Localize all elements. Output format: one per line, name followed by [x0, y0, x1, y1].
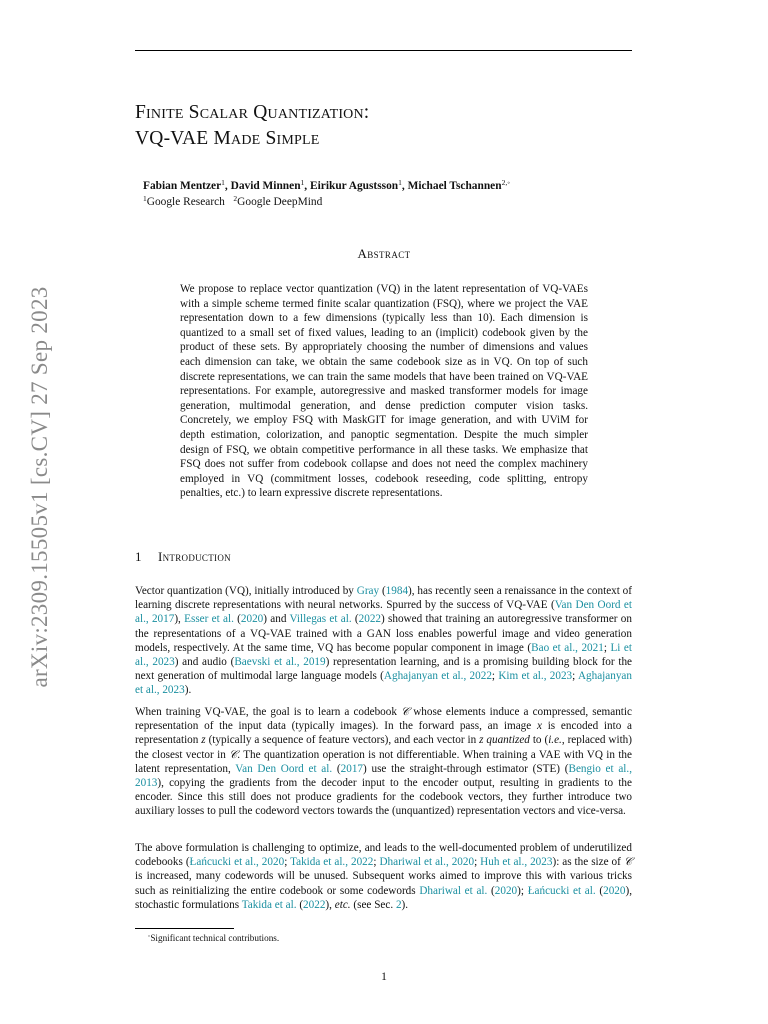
citation-link[interactable]: Dhariwal et al., 2020 [379, 856, 475, 869]
math-symbol: 𝒞 [229, 748, 238, 761]
author-name: Fabian Mentzer [143, 180, 222, 192]
citation-link[interactable]: 2020 [603, 884, 626, 897]
section-reference-link[interactable]: 2 [395, 898, 402, 911]
paper-title-line-2: VQ-VAE Made Simple [135, 128, 320, 149]
arxiv-identifier-text: arXiv:2309.15505v1 [cs.CV] 27 Sep 2023 [27, 286, 52, 688]
text-run: ; [373, 856, 380, 869]
citation-link[interactable]: 2017 [340, 762, 364, 775]
section-number: 1 [135, 549, 142, 564]
text-run: is increased, many codewords will be unused. Subsequent works aimed to improve this with various tricks such as reinitializing the entire codebook or some codewords [135, 870, 632, 897]
citation-link[interactable]: 2022 [303, 898, 326, 911]
math-symbol: 𝒞 [623, 856, 632, 869]
math-symbol: 𝒞 [401, 706, 410, 718]
citation-link[interactable]: Baevski et al., 2019 [234, 656, 326, 669]
section-title: Introduction [158, 549, 231, 564]
abstract-body: We propose to replace vector quantization (VQ) in the latent representation of VQ-VAEs with a simple scheme termed finite scalar quantization (FSQ), where we project the VAE representation down to a few dimensions (typically less than 10). Each dimension is quantized to a small set of fixed values, leading to an (implicit) codebook given by the product of these sets. By appropriately choosing the number of dimensions and values each dimension can take, we obtain the same codebook size as in VQ. On top of such discrete representations, we can train the same models that have been trained on VQ-VAE representations. For example, autoregressive and masked transformer models for image generation, multimodal generation, and dense prediction computer vision tasks. Concretely, we employ FSQ with MaskGIT for image generation, and with UViM for depth estimation, colorization, and panoptic segmentation. Despite the much simpler design of FSQ, we obtain competitive performance in all these tasks. We emphasize that FSQ does not suffer from codebook collapse and does not need the complex machinery employed in VQ (commitment losses, codebook reseeding, code splitting, entropy penalties, etc.) to learn expressive discrete representations. [180, 283, 588, 500]
citation-link[interactable]: Huh et al., 2023 [480, 856, 553, 869]
text-run: ). [184, 684, 192, 697]
text-run: ). [401, 898, 409, 911]
citation-link[interactable]: 1984 [385, 585, 409, 597]
top-rule [135, 50, 632, 51]
footnote-text: Significant technical contributions. [150, 933, 280, 943]
citation-link[interactable]: Dhariwal et al. [419, 884, 488, 897]
text-run: (typically a sequence of feature vectors), and each vector in [205, 734, 480, 747]
citation-link[interactable]: Aghajanyan et al., 2023 [135, 670, 632, 697]
author-name: Eirikur Agustsson [310, 180, 399, 192]
text-run: The above formulation is challenging to optimize, and leads to the well-documented problem of underutilized codebooks ( [135, 842, 632, 869]
citation-link[interactable]: Van Den Oord et al., 2017 [135, 599, 632, 626]
text-run: . The quantization operation is not differentiable. When training a VAE with VQ in the latent representation, [135, 748, 632, 775]
citation-link[interactable]: Van Den Oord et al. [235, 762, 333, 775]
text-run: ( [379, 585, 386, 597]
citation-link[interactable]: 2022 [358, 613, 382, 626]
text-run: to ( [529, 734, 549, 747]
paper-title [135, 100, 635, 152]
intro-paragraph-3 [135, 841, 632, 912]
emphasis-text: i.e. [548, 734, 562, 747]
citation-link[interactable]: Li et al., 2023 [135, 641, 632, 669]
text-run: , replaced with) the closest vector in [135, 734, 632, 761]
author-name: David Minnen [230, 180, 301, 192]
text-run: ( [595, 884, 604, 897]
affiliation-mark: 2 [233, 194, 238, 203]
text-run: ), has recently seen a renaissance in the context of learning discrete representations with neural networks. Spurred by the success of VQ-VAE ( [135, 585, 633, 612]
citation-link[interactable]: Villegas et al. [289, 613, 352, 626]
text-run: ) and audio ( [174, 656, 235, 669]
footnote-mark: ◦ [148, 933, 151, 940]
citation-link[interactable]: Takida et al. [241, 898, 297, 911]
citation-link[interactable]: Gray [356, 585, 380, 597]
intro-paragraph-2 [135, 705, 632, 819]
footnote-rule [135, 928, 234, 929]
text-run: ; [474, 856, 481, 869]
author-affiliation-mark: 1 [398, 178, 402, 187]
text-run: ) representation learning, and is a promising building block for the next generation of multimodal large language models ( [135, 656, 632, 683]
citation-link[interactable]: Bao et al., 2021 [531, 641, 604, 654]
text-run: ): as the size of [552, 856, 624, 869]
author-affiliation-mark: 1 [300, 178, 305, 187]
text-run: ( [487, 884, 495, 897]
text-run: (see Sec. [350, 898, 396, 911]
text-run: ) and [263, 613, 290, 626]
abstract-heading: Abstract [357, 246, 411, 261]
emphasis-text: etc. [334, 898, 351, 911]
citation-link[interactable]: Łańcucki et al., 2020 [189, 856, 285, 869]
text-run: ( [296, 898, 304, 911]
text-run: ; [284, 856, 291, 869]
citation-link[interactable]: Kim et al., 2023 [498, 670, 573, 683]
affiliations [143, 194, 322, 208]
text-run: When training VQ-VAE, the goal is to learn a codebook [135, 706, 401, 718]
affiliation-mark: 1 [143, 194, 147, 203]
text-run: ) use the straight-through estimator (STE) ( [363, 762, 569, 775]
text-run: is encoded into a representation [135, 720, 632, 747]
math-symbol: z [479, 734, 484, 747]
text-run: ( [233, 613, 241, 626]
text-run: ); [517, 884, 528, 897]
text-run: ), [325, 898, 335, 911]
page-number: 1 [381, 971, 387, 983]
citation-link[interactable]: Bengio et al., 2013 [135, 762, 633, 790]
citation-link[interactable]: Esser et al. [184, 613, 234, 626]
math-symbol: z [201, 734, 206, 747]
math-symbol: x [536, 720, 542, 733]
author-affiliation-mark: 2,◦ [501, 178, 510, 187]
text-run: ; [603, 641, 611, 654]
citation-link[interactable]: Łańcucki et al. [527, 884, 596, 897]
text-run: whose elements induce a compressed, semantic representation of the input data (typically images). In the forward pass, an image [135, 706, 632, 733]
section-heading [135, 549, 231, 565]
citation-link[interactable]: 2020 [494, 884, 518, 897]
text-run: ( [332, 762, 341, 775]
text-run: ) showed that training an autoregressive transformer on the representations of a VQ-VAE trained with a GAN loss enables powerful image and video generation models, respectively. At the same time, VQ has become popular component in image ( [135, 613, 632, 654]
affiliation-name: Google DeepMind [237, 196, 323, 208]
author-affiliation-mark: 1 [221, 178, 225, 187]
author-list: Fabian Mentzer$^1$, David Minnen$^1$, Eirikur Agustsson$^1$, Michael Tschannen$^{2,◦}$ [143, 178, 510, 192]
text-run: ; [491, 670, 499, 683]
text-run: ( [351, 613, 359, 626]
citation-link[interactable]: Aghajanyan et al., 2022 [383, 670, 492, 683]
text-run: ), copying the gradients from the decoder input to the encoder output, resulting in gradients to the encoder. Since this still does not produce gradients for the codebook vectors, they further introduce two auxiliary losses to pull the codeword vectors towards the (unquantized) representation vectors and vice-versa. [135, 777, 632, 818]
affiliation-name: Google Research [146, 196, 225, 208]
paper-title-line-1: Finite Scalar Quantization: [135, 102, 370, 123]
citation-link[interactable]: 2020 [240, 613, 264, 626]
text-run: ), [174, 613, 185, 626]
text-run: ; [572, 670, 578, 683]
citation-link[interactable]: Takida et al., 2022 [290, 856, 374, 869]
author-name: Michael Tschannen [407, 180, 502, 192]
text-run: Vector quantization (VQ), initially introduced by [135, 585, 357, 597]
emphasis-text: quantized [483, 734, 530, 747]
text-run: ), stochastic formulations [135, 884, 632, 911]
footnote [148, 933, 279, 943]
intro-paragraph-1 [135, 584, 632, 698]
